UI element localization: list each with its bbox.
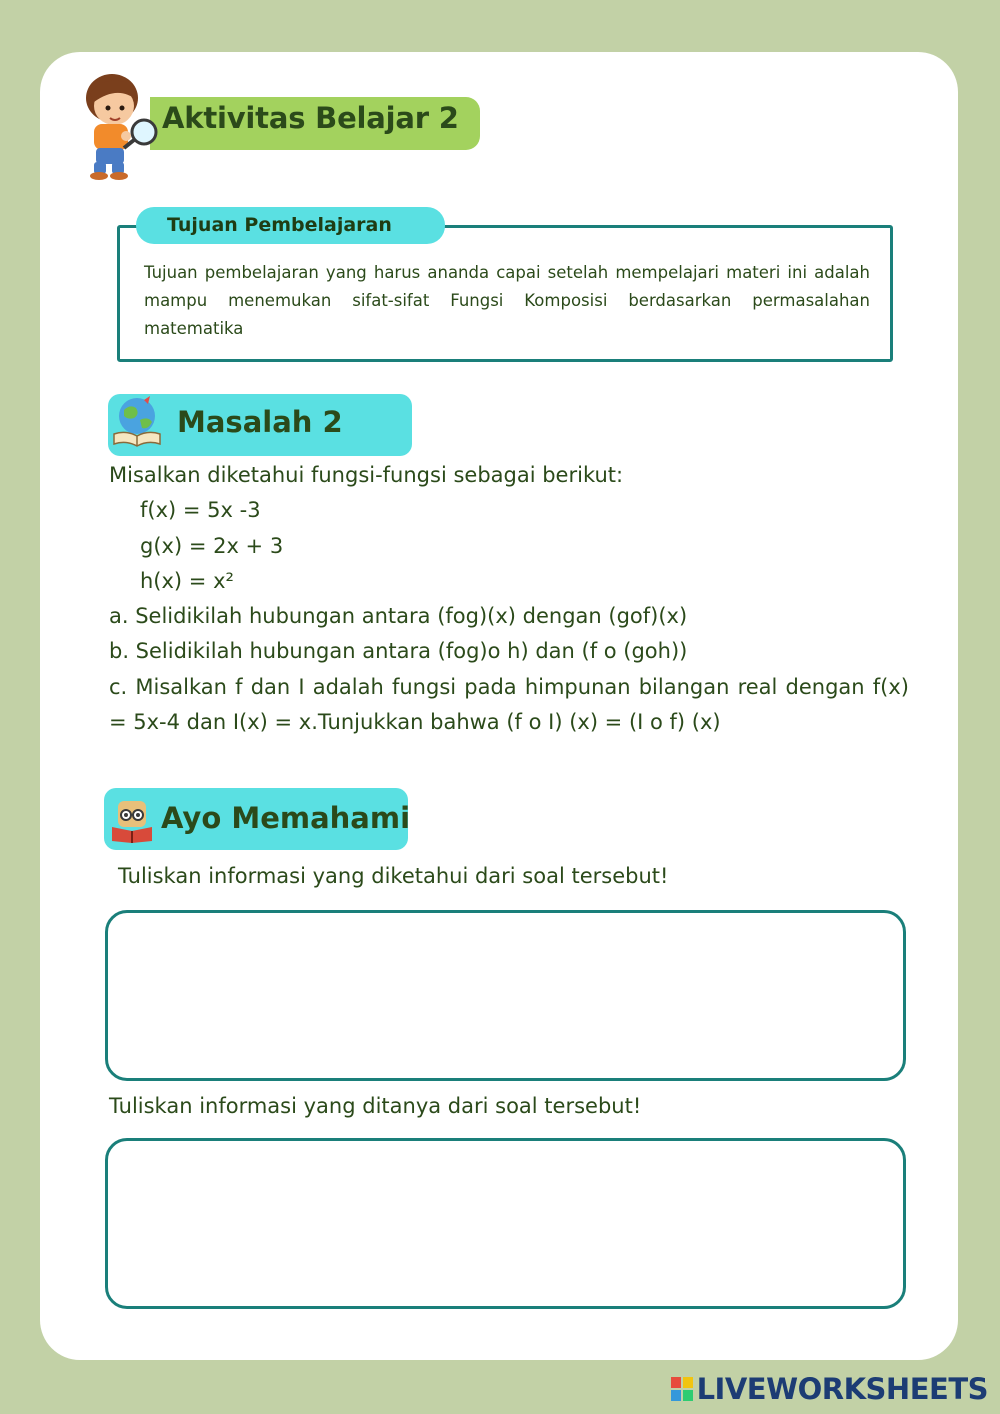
- function-g: g(x) = 2x + 3: [140, 533, 284, 558]
- question-b: b. Selidikilah hubungan antara (fog)o h) dan (f o (goh)): [109, 639, 688, 664]
- page-title: Aktivitas Belajar 2: [162, 101, 459, 135]
- prompt-known: Tuliskan informasi yang diketahui dari soal tersebut!: [118, 864, 669, 888]
- understand-title: Ayo Memahami: [161, 801, 411, 835]
- objectives-label: Tujuan Pembelajaran: [136, 207, 445, 244]
- brand-name: LIVEWORKSHEETS: [696, 1372, 988, 1406]
- function-f: f(x) = 5x -3: [140, 498, 261, 523]
- function-h: h(x) = x²: [140, 568, 234, 593]
- question-a: a. Selidikilah hubungan antara (fog)(x) dengan (gof)(x): [109, 604, 688, 629]
- globe-book-icon: [110, 394, 164, 450]
- reading-book-icon: [108, 797, 156, 845]
- prompt-asked: Tuliskan informasi yang ditanya dari soal tersebut!: [109, 1094, 642, 1118]
- boy-with-magnifier-icon: [72, 68, 164, 180]
- problem-statement: [109, 458, 909, 740]
- liveworksheets-mark-icon: [671, 1377, 693, 1401]
- answer-box-known[interactable]: [105, 910, 906, 1081]
- question-c: c. Misalkan f dan I adalah fungsi pada himpunan bilangan real dengan f(x) = 5x-4 dan I(x) = x.Tunjukkan bahwa (f o I) (x) = (I o f) (x): [109, 674, 909, 735]
- answer-box-asked[interactable]: [105, 1138, 906, 1309]
- liveworksheets-logo: [671, 1371, 988, 1407]
- objectives-text: Tujuan pembelajaran yang harus ananda capai setelah mempelajari materi ini adalah mampu menemukan sifat-sifat Fungsi Komposisi berdasarkan permasalahan matematika: [144, 263, 870, 338]
- problem-title: Masalah 2: [177, 405, 343, 439]
- problem-intro: Misalkan diketahui fungsi-fungsi sebagai berikut:: [109, 463, 624, 487]
